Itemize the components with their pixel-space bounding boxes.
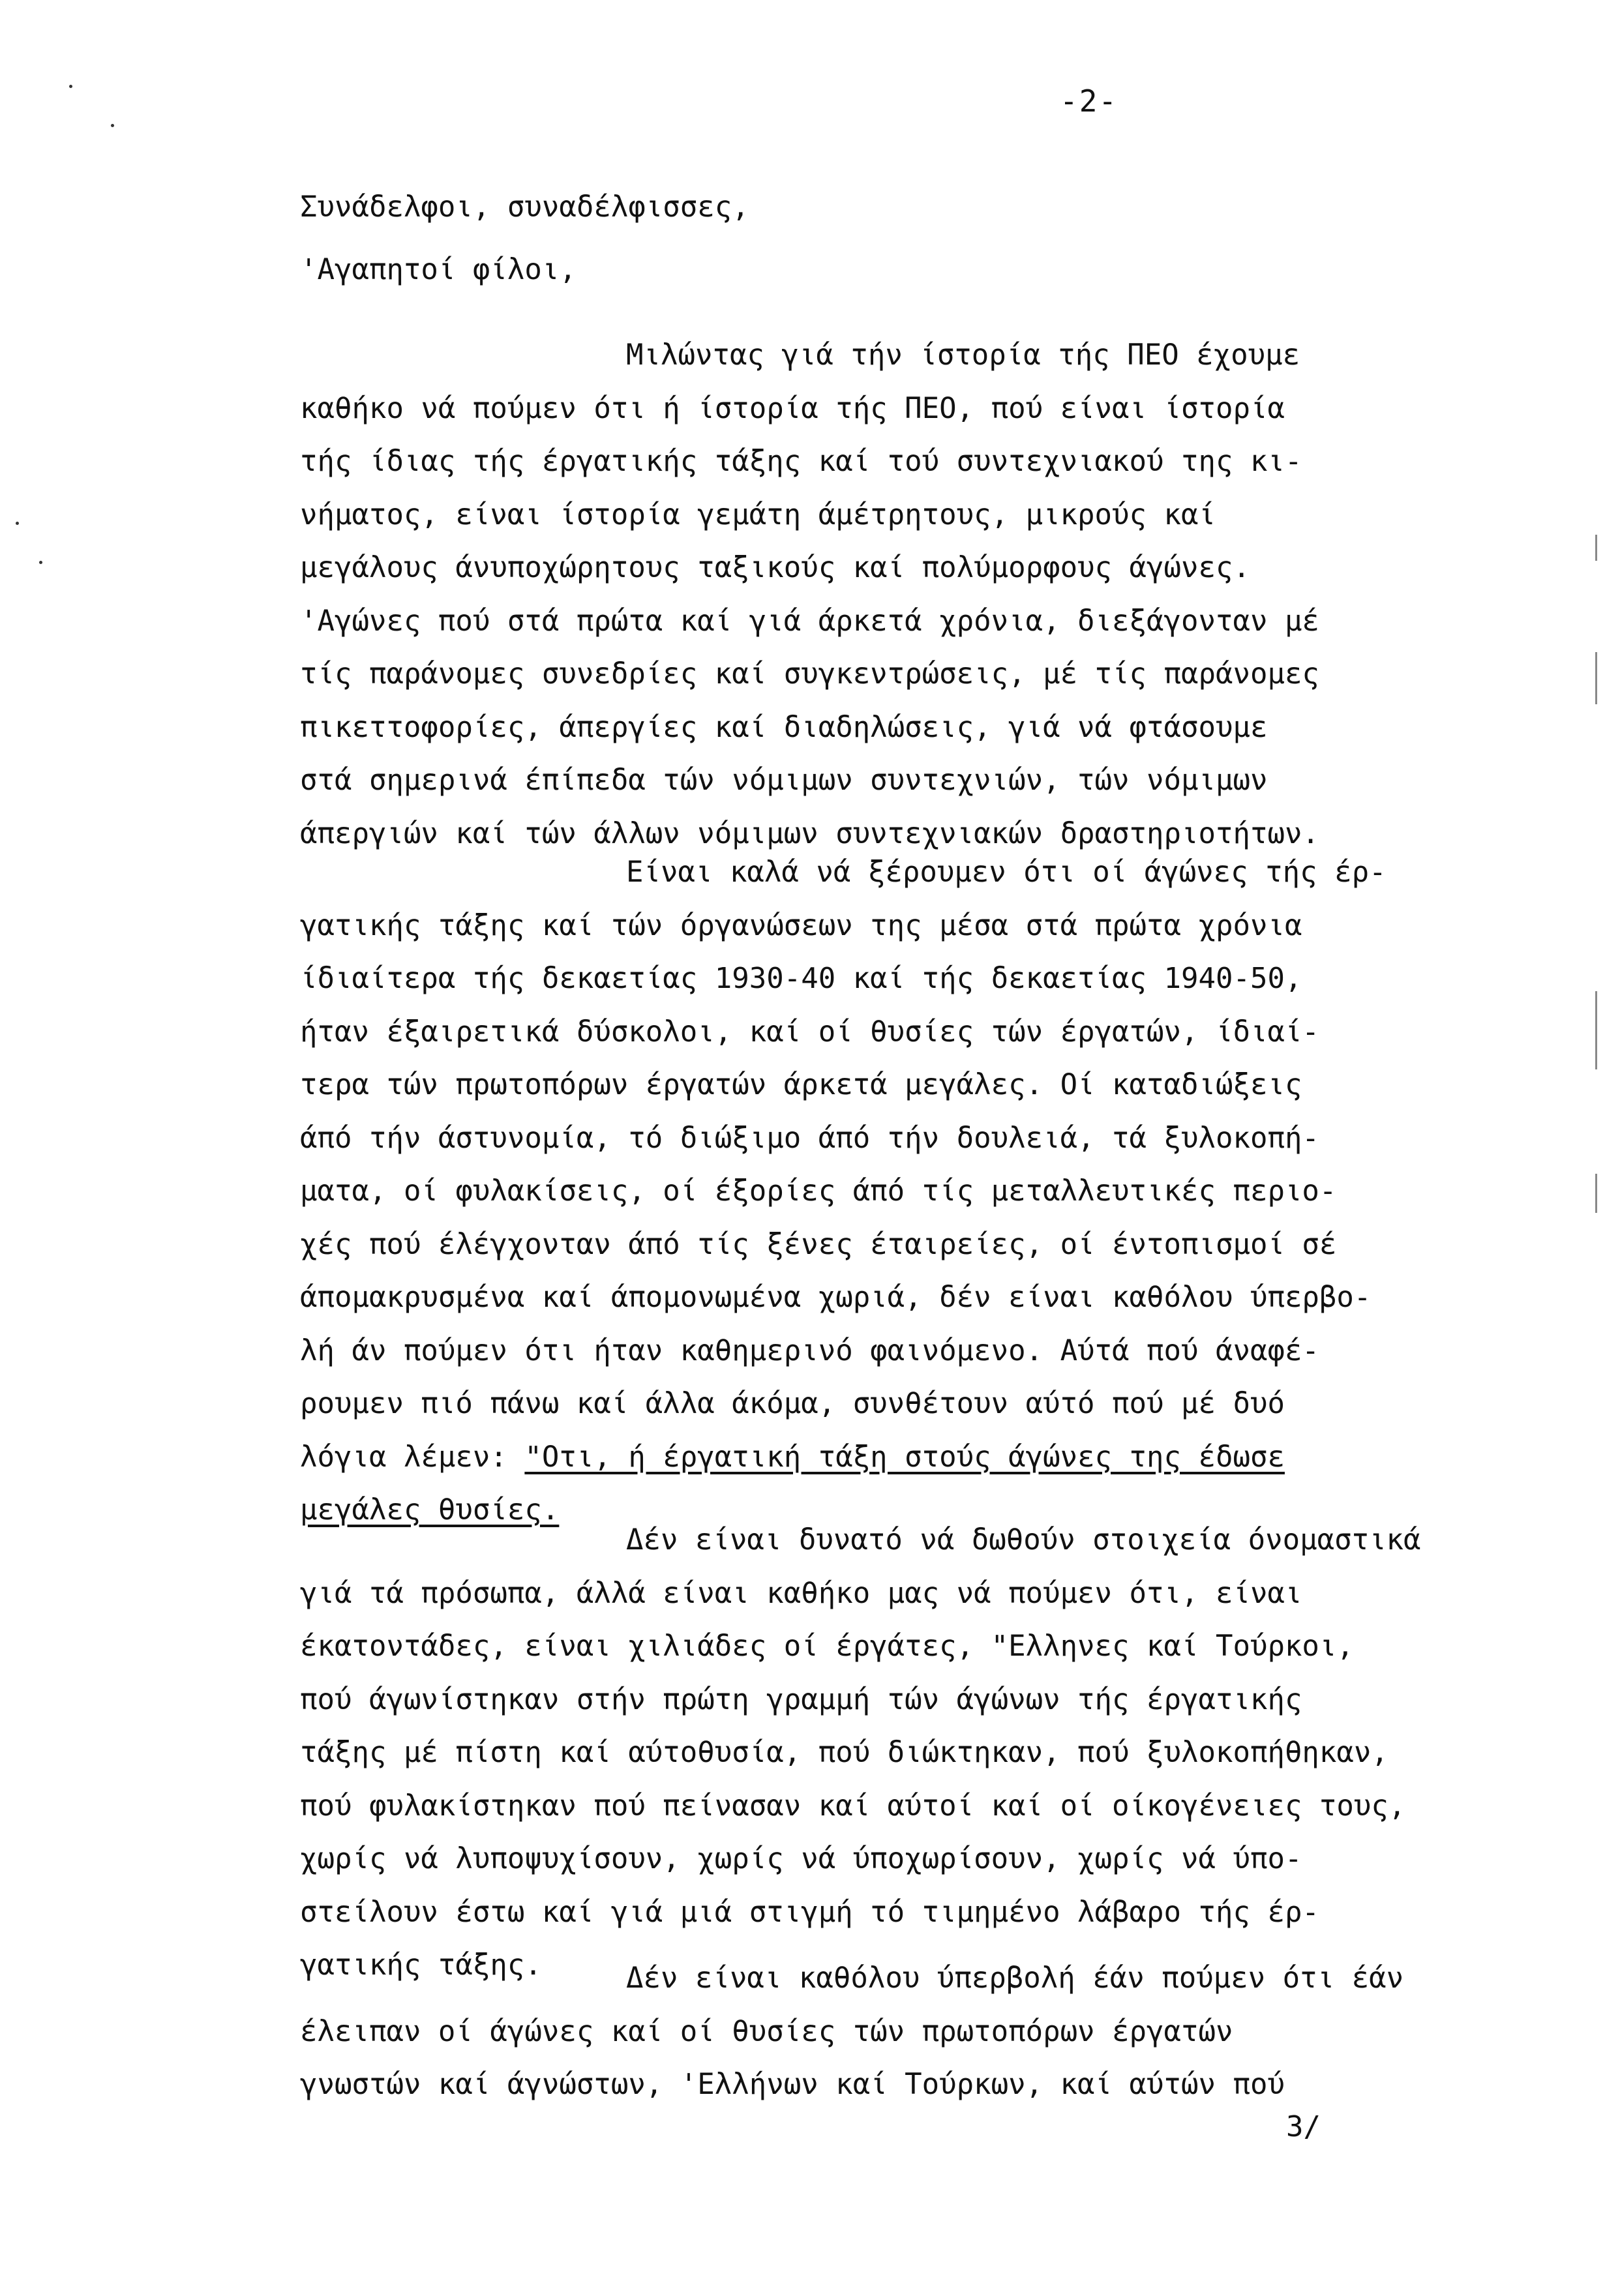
text-line: στείλουν έστω καί γιά μιά στιγμή τό τιμημένο λάβαρο τής έρ-: [300, 1895, 1319, 1929]
text-line: ματα, οί φυλακίσεις, οί έξορίες άπό τίς μεταλλευτικές περιο-: [300, 1174, 1337, 1208]
text-line: έκατοντάδες, είναι χιλιάδες οί έργάτες, "Ελληνες καί Τούρκοι,: [300, 1630, 1354, 1663]
text-fragment: λόγια λέμεν:: [300, 1440, 525, 1474]
text-line: Δέν είναι δυνατό νά δωθούν στοιχεία όνομαστικά: [626, 1523, 1421, 1557]
text-line: τάξης μέ πίστη καί αύτοθυσία, πού διώκτηκαν, πού ξυλοκοπήθηκαν,: [300, 1736, 1388, 1769]
text-line: νήματος, είναι ίστορία γεμάτη άμέτρητους, μικρούς καί: [300, 498, 1216, 531]
text-line: πού άγωνίστηκαν στήν πρώτη γραμμή τών άγώνων τής έργατικής: [300, 1682, 1302, 1716]
salutation-line: Συνάδελφοι, συναδέλφισσες,: [300, 190, 749, 224]
text-line: Είναι καλά νά ξέρουμεν ότι οί άγώνες τής έρ-: [626, 856, 1387, 889]
scan-edge-mark: [1595, 535, 1597, 561]
page-number: -2-: [1060, 83, 1118, 119]
paragraph-2: [300, 846, 1526, 1537]
text-line: [300, 1431, 1526, 1484]
text-line: καθήκο νά πούμεν ότι ή ίστορία τής ΠΕΟ, πού είναι ίστορία: [300, 391, 1285, 425]
text-line: λή άν πούμεν ότι ήταν καθημερινό φαινόμενο. Αύτά πού άναφέ-: [300, 1334, 1319, 1367]
scan-edge-mark: [1595, 991, 1597, 1069]
text-line: τερα τών πρωτοπόρων έργατών άρκετά μεγάλες. Οί καταδιώξεις: [300, 1068, 1302, 1101]
text-line: γατικής τάξης καί τών όργανώσεων της μέσα στά πρώτα χρόνια: [300, 908, 1302, 942]
text-line: ρουμεν πιό πάνω καί άλλα άκόμα, συνθέτουν αύτό πού μέ δυό: [300, 1387, 1285, 1420]
text-line: χές πού έλέγχονταν άπό τίς ξένες έταιρείες, οί έντοπισμοί σέ: [300, 1227, 1337, 1261]
text-line: μεγάλους άνυποχώρητους ταξικούς καί πολύμορφους άγώνες.: [300, 551, 1250, 584]
text-line: ήταν έξαιρετικά δύσκολοι, καί οί θυσίες τών έργατών, ίδιαί-: [300, 1015, 1319, 1049]
text-line: τής ίδιας τής έργατικής τάξης καί τού συντεχνιακού της κι-: [300, 445, 1302, 478]
scan-speck: [69, 85, 72, 88]
scan-speck: [39, 561, 42, 564]
text-line: 'Αγώνες πού στά πρώτα καί γιά άρκετά χρόνια, διεξάγονταν μέ: [300, 604, 1319, 638]
scan-speck: [111, 124, 114, 127]
text-line: άπό τήν άστυνομία, τό διώξιμο άπό τήν δουλειά, τά ξυλοκοπή-: [300, 1121, 1319, 1155]
paragraph-1: [300, 329, 1526, 860]
text-line: έλειπαν οί άγώνες καί οί θυσίες τών πρωτοπόρων έργατών: [300, 2014, 1233, 2048]
underlined-quote: "Οτι, ή έργατική τάξη στούς άγώνες της έδωσε: [524, 1440, 1285, 1474]
text-line: γατικής τάξης.: [300, 1948, 542, 1982]
text-line: γιά τά πρόσωπα, άλλά είναι καθήκο μας νά πούμεν ότι, είναι: [300, 1576, 1302, 1610]
text-line: πικεττοφορίες, άπεργίες καί διαδηλώσεις, γιά νά φτάσουμε: [300, 710, 1268, 744]
text-line: άπομακρυσμένα καί άπομονωμένα χωριά, δέν είναι καθόλου ύπερβο-: [300, 1281, 1372, 1314]
text-line: γνωστών καί άγνώστων, 'Ελλήνων καί Τούρκων, καί αύτών πού: [300, 2068, 1285, 2101]
continuation-marker: 3/: [1286, 2110, 1321, 2143]
text-line: χωρίς νά λυποψυχίσουν, χωρίς νά ύποχωρίσουν, χωρίς νά ύπο-: [300, 1842, 1302, 1875]
scan-edge-mark: [1595, 1174, 1597, 1213]
text-line: πού φυλακίστηκαν πού πείνασαν καί αύτοί καί οί οίκογένειες τους,: [300, 1789, 1406, 1823]
paragraph-4: [300, 1952, 1526, 2111]
salutation: [300, 176, 1526, 301]
text-line: Δέν είναι καθόλου ύπερβολή έάν πούμεν ότι έάν: [626, 1961, 1404, 1995]
underlined-quote-end: μεγάλες θυσίες.: [300, 1493, 560, 1527]
text-line: τίς παράνομες συνεδρίες καί συγκεντρώσεις, μέ τίς παράνομες: [300, 657, 1319, 691]
salutation-line: 'Αγαπητοί φίλοι,: [300, 253, 577, 286]
scan-speck: [16, 522, 19, 525]
scan-edge-mark: [1595, 652, 1597, 704]
text-line: Μιλώντας γιά τήν ίστορία τής ΠΕΟ έχουμε: [626, 338, 1300, 372]
paragraph-3: [300, 1513, 1526, 1992]
text-line: άπεργιών καί τών άλλων νόμιμων συντεχνιακών δραστηριοτήτων.: [300, 816, 1319, 850]
text-line: ίδιαίτερα τής δεκαετίας 1930-40 καί τής δεκαετίας 1940-50,: [300, 962, 1302, 995]
text-line: στά σημερινά έπίπεδα τών νόμιμων συντεχνιών, τών νόμιμων: [300, 764, 1268, 797]
